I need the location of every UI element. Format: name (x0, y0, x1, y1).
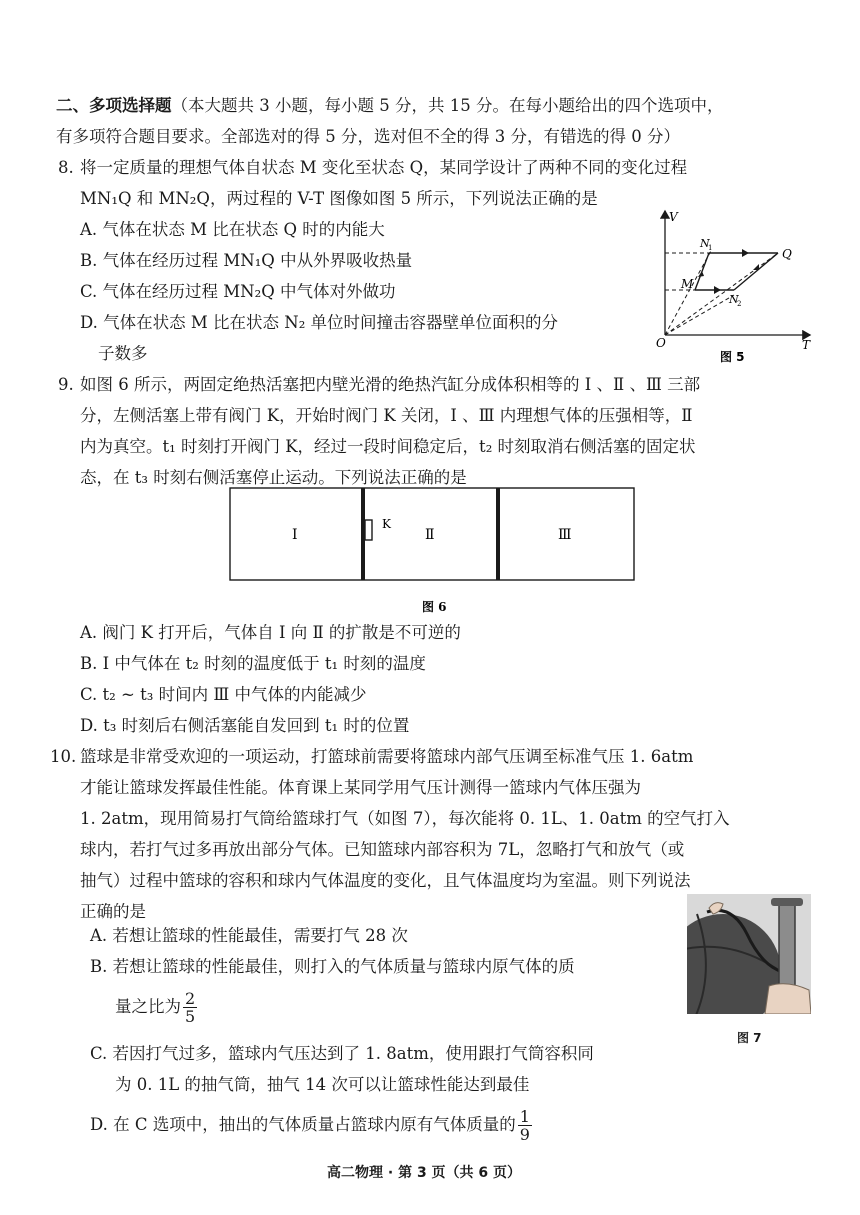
q10-stem-3: 1. 2atm，现用简易打气筒给篮球打气（如图 7），每次能将 0. 1L、1. 0atm 的空气打入 (80, 809, 730, 828)
q8-option-d-1: D. 气体在状态 M 比在状态 N₂ 单位时间撞击容器壁单位面积的分 (80, 313, 559, 332)
q9-stem-3: 内为真空。t₁ 时刻打开阀门 K，经过一段时间稳定后，t₂ 时刻取消右侧活塞的固定状 (80, 437, 696, 456)
q10-option-c-1: C. 若因打气过多，篮球内气压达到了 1. 8atm，使用跟打气筒容积同 (90, 1044, 594, 1063)
section-desc-1: （本大题共 3 小题，每小题 5 分，共 15 分。在每小题给出的四个选项中， (171, 96, 724, 115)
label-o: O (656, 336, 666, 350)
fraction-den: 5 (185, 1007, 196, 1026)
right-piston (496, 488, 500, 580)
label-n2: N (729, 293, 739, 306)
figure-7-caption: 图 7 (737, 1031, 762, 1045)
label-v: V (669, 210, 678, 224)
q10-stem-1: 篮球是非常受欢迎的一项运动，打篮球前需要将篮球内部气压调至标准气压 1. 6atm (80, 747, 694, 766)
q9-stem-4: 态，在 t₃ 时刻右侧活塞停止运动。下列说法正确的是 (80, 468, 467, 487)
label-n2-sub: 2 (737, 300, 742, 308)
fraction-num: 1 (519, 1107, 530, 1126)
chamber-2-label: Ⅱ (425, 527, 435, 543)
q9-option-b: B. Ⅰ 中气体在 t₂ 时刻的温度低于 t₁ 时刻的温度 (80, 654, 426, 673)
fraction-1-9 (518, 1108, 532, 1143)
label-m: M (681, 277, 694, 291)
q8-option-c: C. 气体在经历过程 MN₂Q 中气体对外做功 (80, 282, 396, 301)
section-desc-2: 有多项符合题目要求。全部选对的得 5 分，选对但不全的得 3 分，有错选的得 0 分） (56, 127, 680, 146)
figure-5-vt-graph (650, 207, 820, 367)
q10-option-b-2-text: 量之比为 (115, 997, 181, 1016)
q9-number: 9. (58, 375, 74, 394)
q10-option-a: A. 若想让篮球的性能最佳，需要打气 28 次 (90, 926, 408, 945)
q10-option-b-2 (115, 990, 199, 1025)
q10-stem-5: 抽气）过程中篮球的容积和球内气体温度的变化，且气体温度均为室温。则下列说法 (80, 871, 691, 890)
pump-barrel (779, 904, 795, 986)
q10-stem-4: 球内，若打气过多再放出部分气体。已知篮球内部容积为 7L，忽略打气和放气（或 (80, 840, 685, 859)
fraction-num: 2 (185, 989, 196, 1008)
q10-option-c-2: 为 0. 1L 的抽气筒，抽气 14 次可以让篮球性能达到最佳 (115, 1075, 530, 1094)
q10-option-d (90, 1108, 534, 1143)
figure-7-pump-photo (687, 894, 811, 1014)
q8-number: 8. (58, 158, 74, 177)
q9-option-d: D. t₃ 时刻后右侧活塞能自发回到 t₁ 时的位置 (80, 716, 410, 735)
fraction-den: 9 (519, 1125, 530, 1144)
chamber-1-label: Ⅰ (292, 527, 298, 543)
q8-option-a: A. 气体在状态 M 比在状态 Q 时的内能大 (80, 220, 385, 239)
q9-option-c: C. t₂ ~ t₃ 时间内 Ⅲ 中气体的内能减少 (80, 685, 367, 704)
q10-option-b-1: B. 若想让篮球的性能最佳，则打入的气体质量与篮球内原气体的质 (90, 957, 575, 976)
q10-stem-6: 正确的是 (80, 902, 146, 921)
pump-handle (771, 898, 803, 906)
valve-k (365, 520, 372, 540)
label-t: T (802, 338, 811, 352)
q9-stem-1: 如图 6 所示，两固定绝热活塞把内壁光滑的绝热汽缸分成体积相等的 Ⅰ 、Ⅱ 、Ⅲ 三部 (80, 375, 701, 394)
label-n1: N (700, 237, 710, 250)
q8-option-d-2: 子数多 (98, 344, 148, 363)
q10-option-d-text: D. 在 C 选项中，抽出的气体质量占篮球内原有气体质量的 (90, 1115, 516, 1134)
fraction-2-5 (183, 990, 197, 1025)
q8-stem-1: 将一定质量的理想气体自状态 M 变化至状态 Q，某同学设计了两种不同的变化过程 (80, 158, 688, 177)
q8-option-b: B. 气体在经历过程 MN₁Q 中从外界吸收热量 (80, 251, 413, 270)
figure-5-caption: 图 5 (720, 350, 745, 364)
path-n2-q (734, 253, 778, 290)
page-footer: 高二物理 · 第 3 页（共 6 页） (327, 1165, 522, 1181)
figure-6-caption: 图 6 (422, 600, 447, 614)
section-header (56, 90, 723, 121)
figure-6-cylinder (228, 486, 638, 616)
q10-stem-2: 才能让篮球发挥最佳性能。体育课上某同学用气压计测得一篮球内气体压强为 (80, 778, 641, 797)
label-n1-sub: 1 (708, 244, 713, 252)
chamber-3-label: Ⅲ (558, 527, 572, 543)
q9-stem-2: 分，左侧活塞上带有阀门 K，开始时阀门 K 关闭，Ⅰ 、Ⅲ 内理想气体的压强相等，Ⅱ (80, 406, 693, 425)
q9-option-a: A. 阀门 K 打开后，气体自 Ⅰ 向 Ⅱ 的扩散是不可逆的 (80, 623, 461, 642)
section-title: 二、多项选择题 (56, 96, 172, 115)
valve-k-label: K (382, 517, 391, 531)
q10-number: 10. (50, 747, 77, 766)
label-q: Q (782, 247, 792, 261)
hand-image (765, 984, 811, 1014)
q8-stem-2: MN₁Q 和 MN₂Q，两过程的 V-T 图像如图 5 所示，下列说法正确的是 (80, 189, 598, 208)
